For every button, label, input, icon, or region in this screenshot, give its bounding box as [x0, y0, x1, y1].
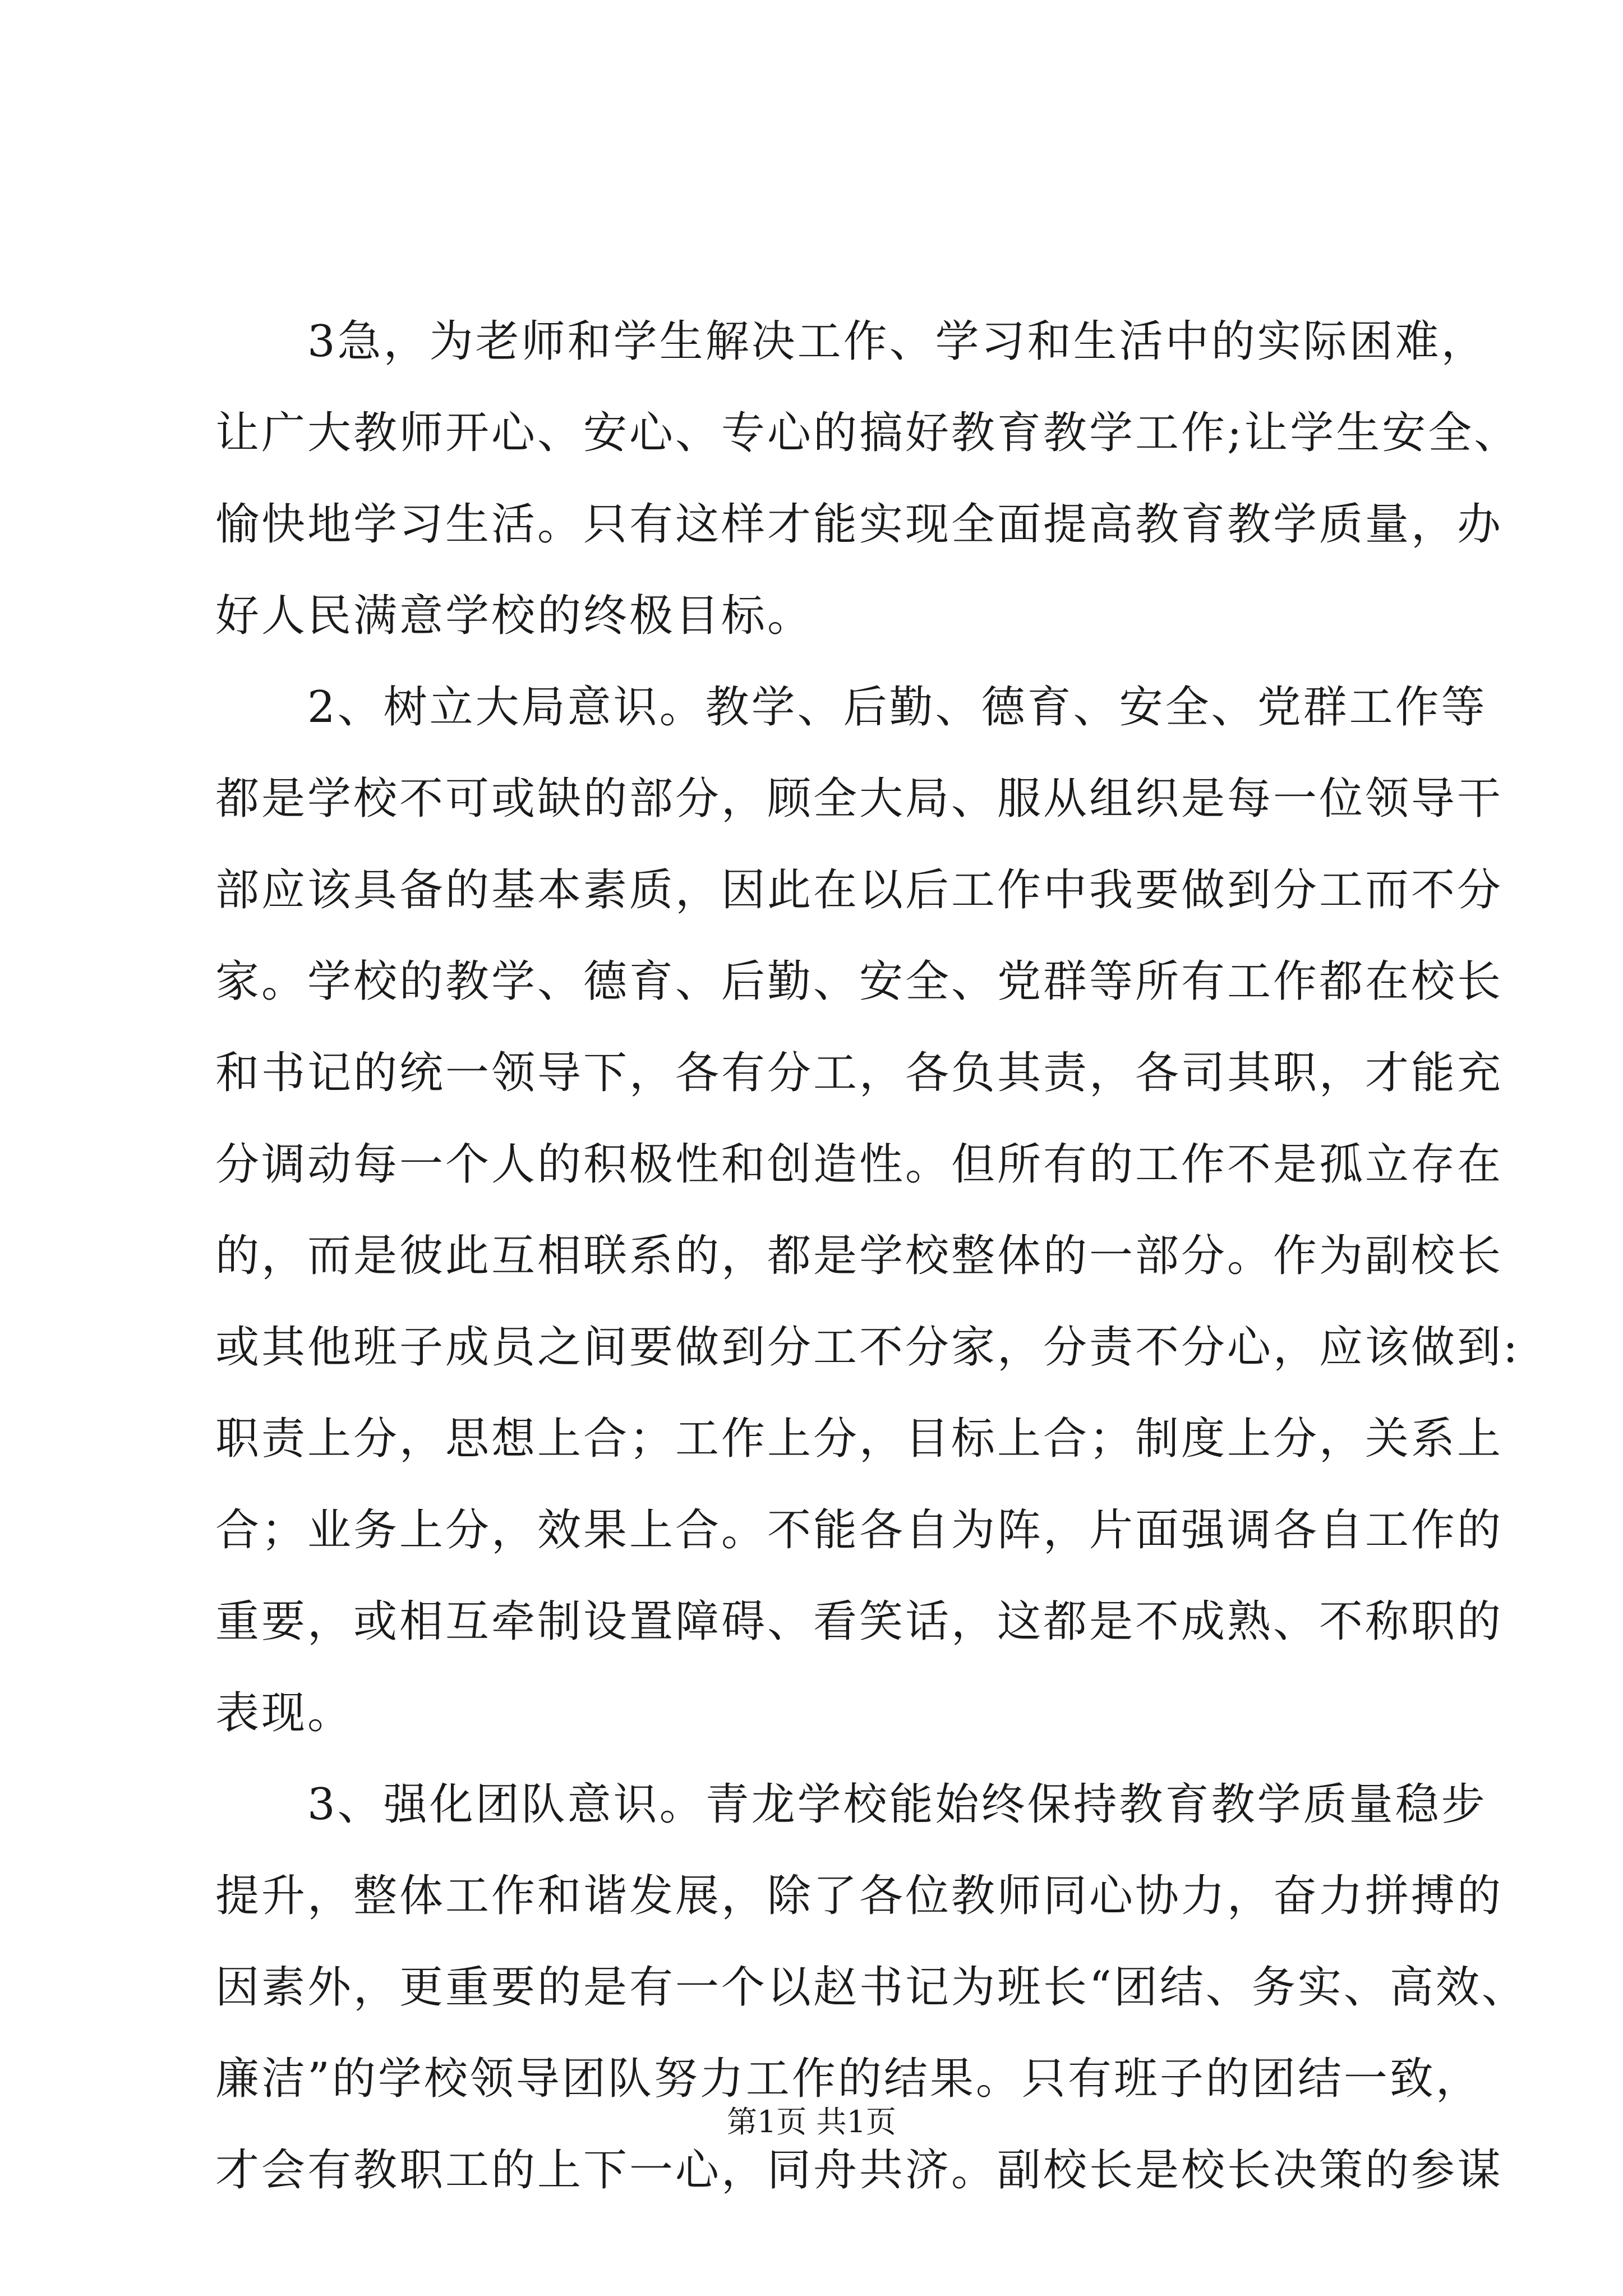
paragraph-line: 家。学校的教学、德育、后勤、安全、党群等所有工作都在校长	[215, 956, 1504, 1007]
paragraph-1	[215, 296, 1520, 662]
paragraph-line: 重要，或相互牵制设置障碍、看笑话，这都是不成熟、不称职的	[215, 1596, 1504, 1647]
paragraph-line: 合；业务上分，效果上合。不能各自为阵，片面强调各自工作的	[215, 1505, 1504, 1556]
paragraph-line: 部应该具备的基本素质，因此在以后工作中我要做到分工而不分	[215, 865, 1504, 915]
paragraph-line: 提升，整体工作和谐发展，除了各位教师同心协力，奋力拼搏的	[215, 1871, 1504, 1921]
paragraph-line: 3急，为老师和学生解决工作、学习和生活中的实际困难，	[307, 316, 1487, 367]
paragraph-line: 让广大教师开心、安心、专心的搞好教育教学工作;让学生安全、	[215, 408, 1520, 458]
paragraph-line: 因素外，更重要的是有一个以赵书记为班长“团结、务实、高效、	[215, 1962, 1528, 2013]
paragraph-3	[215, 1759, 1528, 2216]
paragraph-line: 职责上分，思想上合；工作上分，目标上合；制度上分，关系上	[215, 1414, 1504, 1464]
document-body	[215, 296, 1528, 2216]
page-number: 第1页 共1页	[727, 2104, 896, 2139]
paragraph-line: 或其他班子成员之间要做到分工不分家，分责不分心，应该做到:	[215, 1322, 1520, 1373]
paragraph-line: 好人民满意学校的终极目标。	[215, 591, 814, 641]
paragraph-line: 分调动每一个人的积极性和创造性。但所有的工作不是孤立存在	[215, 1139, 1504, 1190]
paragraph-line: 廉洁”的学校领导团队努力工作的结果。只有班子的团结一致，	[215, 2054, 1482, 2104]
paragraph-line: 表现。	[215, 1688, 354, 1738]
paragraph-line: 才会有教职工的上下一心，同舟共济。副校长是校长决策的参谋	[215, 2145, 1504, 2196]
paragraph-line: 2、树立大局意识。教学、后勤、德育、安全、党群工作等	[307, 682, 1487, 733]
paragraph-line: 都是学校不可或缺的部分，顾全大局、服从组织是每一位领导干	[215, 774, 1504, 824]
paragraph-line: 愉快地学习生活。只有这样才能实现全面提高教育教学质量，办	[215, 499, 1504, 550]
paragraph-2	[215, 662, 1520, 1759]
paragraph-line: 3、强化团队意识。青龙学校能始终保持教育教学质量稳步	[307, 1779, 1487, 1830]
page-footer	[0, 2098, 1623, 2141]
paragraph-line: 的，而是彼此互相联系的，都是学校整体的一部分。作为副校长	[215, 1231, 1504, 1281]
paragraph-line: 和书记的统一领导下，各有分工，各负其责，各司其职，才能充	[215, 1048, 1504, 1098]
